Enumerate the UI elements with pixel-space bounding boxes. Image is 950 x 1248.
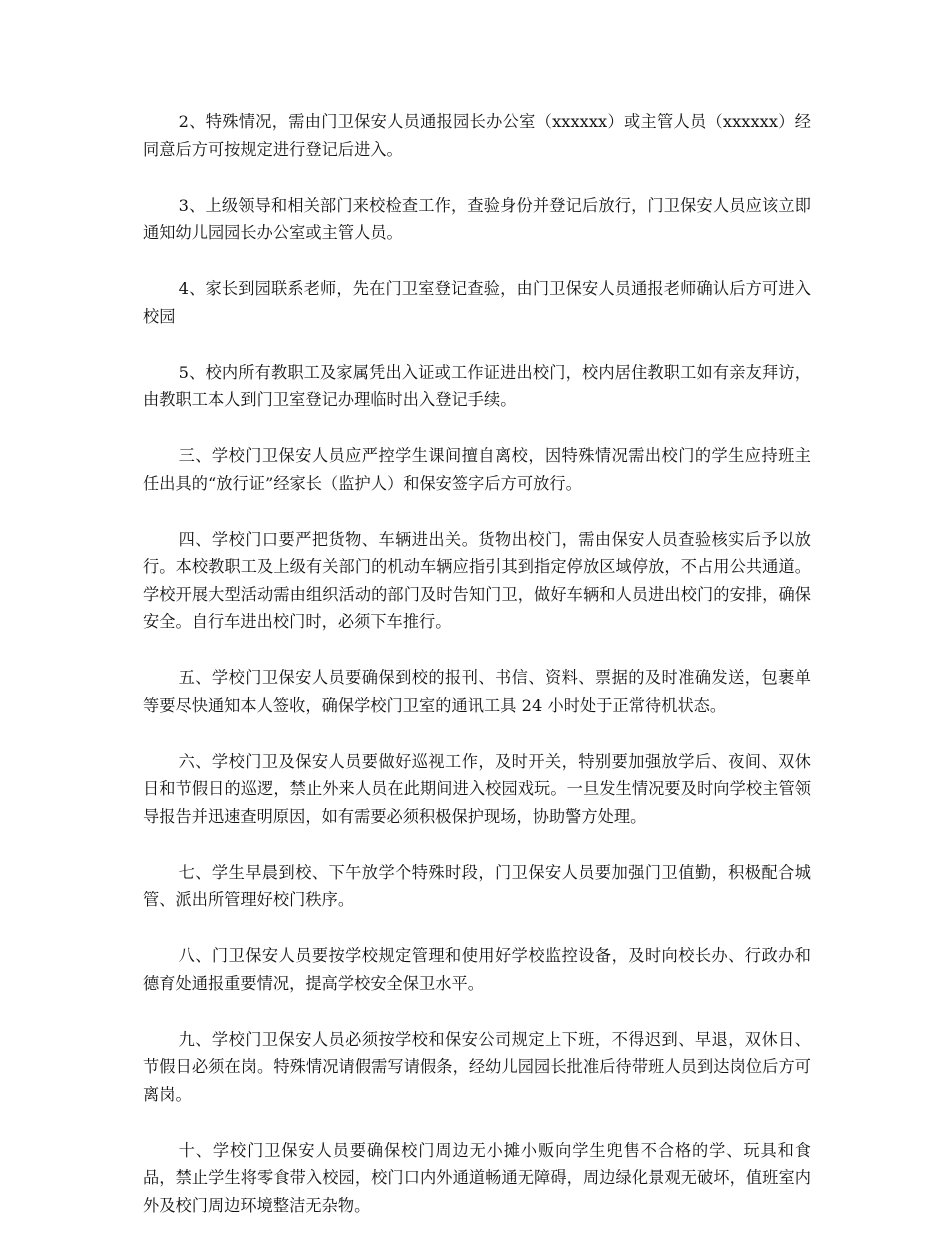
paragraph-7: 五、学校门卫保安人员要确保到校的报刊、书信、资料、票据的及时准确发送，包裹单等要尽快通知本人签收，确保学校门卫室的通讯工具 24 小时处于正常待机状态。 — [143, 668, 811, 715]
paragraph-4: 5、校内所有教职工及家属凭出入证或工作证进出校门，校内居住教职工如有亲友拜访，由教职工本人到门卫室登记办理临时出入登记手续。 — [143, 362, 811, 409]
paragraph-3: 4、家长到园联系老师，先在门卫室登记查验，由门卫保安人员通报老师确认后方可进入校园 — [143, 279, 811, 326]
paragraph-11: 九、学校门卫保安人员必须按学校和保安公司规定上下班，不得迟到、早退，双休日、节假日必须在岗。特殊情况请假需写请假条，经幼儿园园长批准后待带班人员到达岗位后方可离岗。 — [143, 1029, 811, 1104]
paragraph-6: 四、学校门口要严把货物、车辆进出关。货物出校门，需由保安人员查验核实后予以放行。本校教职工及上级有关部门的机动车辆应指引其到指定停放区域停放，不占用公共通道。学校开展大型活动需由组织活动的部门及时告知门卫，做好车辆和人员进出校门的安排，确保安全。自行车进出校门时，必须下车推行。 — [143, 529, 811, 631]
paragraph-8: 六、学校门卫及保安人员要做好巡视工作，及时开关，特别要加强放学后、夜间、双休日和节假日的巡逻，禁止外来人员在此期间进入校园戏玩。一旦发生情况要及时向学校主管领导报告并迅速查明原因，如有需要必须积极保护现场，协助警方处理。 — [143, 751, 811, 826]
paragraph-1: 2、特殊情况，需由门卫保安人员通报园长办公室（xxxxxx）或主管人员（xxxxxx）经同意后方可按规定进行登记后进入。 — [143, 112, 811, 159]
paragraph-10: 八、门卫保安人员要按学校规定管理和使用好学校监控设备，及时向校长办、行政办和德育处通报重要情况，提高学校安全保卫水平。 — [143, 946, 811, 993]
document-body — [143, 108, 811, 1248]
paragraph-2: 3、上级领导和相关部门来校检查工作，查验身份并登记后放行，门卫保安人员应该立即通知幼儿园园长办公室或主管人员。 — [143, 195, 811, 242]
paragraph-5: 三、学校门卫保安人员应严控学生课间擅自离校，因特殊情况需出校门的学生应持班主任出具的“放行证”经家长（监护人）和保安签字后方可放行。 — [143, 446, 811, 493]
paragraph-12: 十、学校门卫保安人员要确保校门周边无小摊小贩向学生兜售不合格的学、玩具和食品，禁止学生将零食带入校园，校门口内外通道畅通无障碍，周边绿化景观无破坏，值班室内外及校门周边环境整洁无杂物。 — [143, 1140, 811, 1215]
paragraph-9: 七、学生早晨到校、下午放学个特殊时段，门卫保安人员要加强门卫值勤，积极配合城管、派出所管理好校门秩序。 — [143, 862, 811, 909]
